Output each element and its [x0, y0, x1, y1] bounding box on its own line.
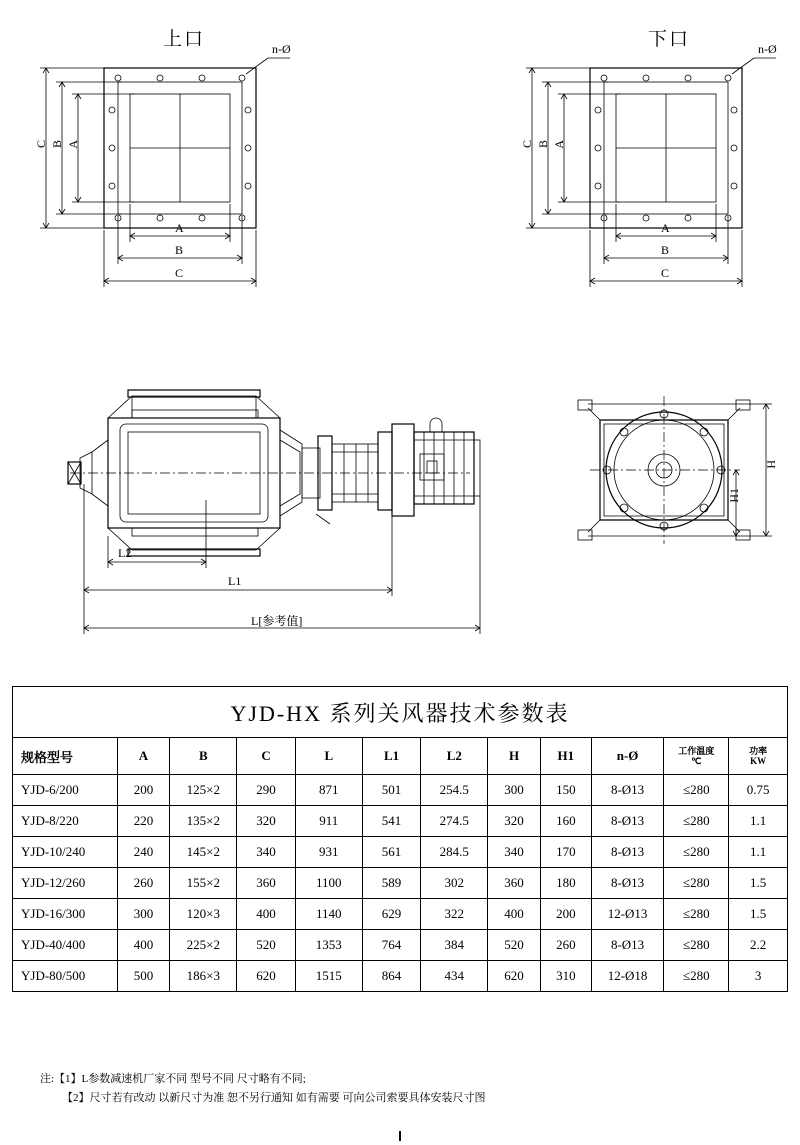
cell-h: 340: [488, 837, 541, 868]
end-elevation-view: [578, 396, 772, 544]
cell-a: 200: [117, 775, 170, 806]
cell-holes: 8-Ø13: [591, 868, 664, 899]
dim-label-a-left-top: A: [66, 140, 80, 149]
cell-l2: 434: [421, 961, 488, 992]
dim-label-l-ref: L[参考值]: [251, 614, 303, 628]
col-header-holes: n-Ø: [591, 738, 664, 775]
cell-b: 186×3: [170, 961, 237, 992]
dim-label-a-bottom-bottomview: A: [661, 221, 670, 235]
cell-l: 871: [295, 775, 362, 806]
cell-h1: 310: [540, 961, 591, 992]
cell-temperature: ≤280: [664, 806, 729, 837]
table-row: [13, 775, 788, 806]
col-header-temperature-bottom: ℃: [691, 756, 702, 766]
col-header-power-top: 功率: [749, 745, 768, 756]
col-header-model: 规格型号: [13, 738, 118, 775]
table-row: [13, 868, 788, 899]
cell-l: 1100: [295, 868, 362, 899]
cell-h: 300: [488, 775, 541, 806]
cell-l: 1353: [295, 930, 362, 961]
cell-c: 520: [237, 930, 296, 961]
cell-l2: 274.5: [421, 806, 488, 837]
cell-holes: 8-Ø13: [591, 837, 664, 868]
col-header-l1: L1: [362, 738, 421, 775]
cell-power: 1.1: [729, 806, 788, 837]
cell-l1: 589: [362, 868, 421, 899]
col-header-b: B: [170, 738, 237, 775]
dim-label-b-left-top: B: [50, 140, 64, 149]
cell-c: 400: [237, 899, 296, 930]
cell-h: 620: [488, 961, 541, 992]
cell-a: 400: [117, 930, 170, 961]
side-elevation-view: [68, 390, 480, 634]
spec-table-wrapper: [12, 686, 788, 992]
col-header-l: L: [295, 738, 362, 775]
flange-view-top: [40, 58, 290, 287]
cell-temperature: ≤280: [664, 899, 729, 930]
col-header-l2: L2: [421, 738, 488, 775]
cell-c: 340: [237, 837, 296, 868]
cell-b: 125×2: [170, 775, 237, 806]
cell-l1: 629: [362, 899, 421, 930]
spec-table-title: YJD-HX 系列关风器技术参数表: [13, 687, 788, 738]
dim-label-c-bottom-bottomview: C: [661, 266, 670, 280]
cell-power: 2.2: [729, 930, 788, 961]
dim-label-c-left-top: C: [34, 140, 48, 149]
dim-label-b-bottom-bottomview: B: [661, 243, 670, 257]
table-row: [13, 806, 788, 837]
note-line-2: 【2】尺寸若有改动 以新尺寸为准 恕不另行通知 如有需要 可向公司索要具体安装尺寸图: [62, 1091, 486, 1104]
cell-c: 320: [237, 806, 296, 837]
cell-h1: 150: [540, 775, 591, 806]
cell-temperature: ≤280: [664, 775, 729, 806]
dim-label-a-bottom-top: A: [175, 221, 184, 235]
cell-holes: 8-Ø13: [591, 806, 664, 837]
cell-b: 135×2: [170, 806, 237, 837]
table-row: [13, 930, 788, 961]
col-header-h: H: [488, 738, 541, 775]
spec-table: [12, 686, 788, 992]
note-line-1: 注:【1】L参数减速机厂家不同 型号不同 尺寸略有不同;: [40, 1073, 306, 1085]
hole-label-bottom: n-Ø: [758, 42, 777, 56]
table-row: [13, 961, 788, 992]
cell-a: 220: [117, 806, 170, 837]
cell-a: 300: [117, 899, 170, 930]
cell-holes: 8-Ø13: [591, 930, 664, 961]
cell-h: 400: [488, 899, 541, 930]
cell-temperature: ≤280: [664, 961, 729, 992]
cell-power: 0.75: [729, 775, 788, 806]
cell-l: 931: [295, 837, 362, 868]
view-title-bottom: 下口: [648, 29, 691, 50]
cell-model: YJD-8/220: [13, 806, 118, 837]
cell-b: 155×2: [170, 868, 237, 899]
dim-label-c-bottom-top: C: [175, 266, 184, 280]
dim-label-b-left-bottomview: B: [536, 140, 550, 149]
col-header-a: A: [117, 738, 170, 775]
table-row: [13, 837, 788, 868]
cell-b: 225×2: [170, 930, 237, 961]
col-header-h1: H1: [540, 738, 591, 775]
cell-a: 240: [117, 837, 170, 868]
cell-l1: 501: [362, 775, 421, 806]
cell-a: 500: [117, 961, 170, 992]
cell-b: 120×3: [170, 899, 237, 930]
hole-label-top: n-Ø: [272, 42, 291, 56]
cell-model: YJD-16/300: [13, 899, 118, 930]
cell-h: 520: [488, 930, 541, 961]
notes-block: [40, 1070, 486, 1107]
cell-h: 320: [488, 806, 541, 837]
page-center-mark: [399, 1131, 401, 1141]
col-header-power-bottom: KW: [750, 756, 767, 766]
dim-label-h: H: [764, 460, 778, 469]
flange-view-bottom: [526, 58, 776, 287]
cell-h: 360: [488, 868, 541, 899]
cell-l2: 384: [421, 930, 488, 961]
cell-h1: 170: [540, 837, 591, 868]
cell-temperature: ≤280: [664, 868, 729, 899]
table-row: [13, 899, 788, 930]
cell-l2: 284.5: [421, 837, 488, 868]
cell-a: 260: [117, 868, 170, 899]
col-header-c: C: [237, 738, 296, 775]
cell-holes: 8-Ø13: [591, 775, 664, 806]
cell-power: 1.5: [729, 868, 788, 899]
cell-l: 1140: [295, 899, 362, 930]
cell-b: 145×2: [170, 837, 237, 868]
cell-l1: 764: [362, 930, 421, 961]
cell-temperature: ≤280: [664, 930, 729, 961]
dim-label-l2: L2: [118, 546, 132, 560]
cell-holes: 12-Ø13: [591, 899, 664, 930]
dim-label-l1: L1: [228, 574, 242, 588]
cell-l: 1515: [295, 961, 362, 992]
cell-h1: 200: [540, 899, 591, 930]
cell-h1: 180: [540, 868, 591, 899]
dim-label-a-left-bottomview: A: [552, 140, 566, 149]
cell-c: 290: [237, 775, 296, 806]
cell-power: 3: [729, 961, 788, 992]
cell-l1: 864: [362, 961, 421, 992]
cell-model: YJD-40/400: [13, 930, 118, 961]
cell-power: 1.5: [729, 899, 788, 930]
dim-label-b-bottom-top: B: [175, 243, 184, 257]
cell-l1: 541: [362, 806, 421, 837]
spec-table-header-row: [13, 738, 788, 775]
cell-l: 911: [295, 806, 362, 837]
cell-model: YJD-80/500: [13, 961, 118, 992]
cell-l1: 561: [362, 837, 421, 868]
cell-l2: 322: [421, 899, 488, 930]
cell-model: YJD-12/260: [13, 868, 118, 899]
col-header-power: [729, 738, 788, 775]
cell-power: 1.1: [729, 837, 788, 868]
cell-temperature: ≤280: [664, 837, 729, 868]
cell-c: 620: [237, 961, 296, 992]
cell-h1: 260: [540, 930, 591, 961]
cell-model: YJD-6/200: [13, 775, 118, 806]
dim-label-h1: H1: [727, 488, 741, 503]
cell-l2: 302: [421, 868, 488, 899]
cell-holes: 12-Ø18: [591, 961, 664, 992]
view-title-top: 上口: [163, 29, 206, 50]
col-header-temperature: [664, 738, 729, 775]
cell-model: YJD-10/240: [13, 837, 118, 868]
col-header-temperature-top: 工作温度: [678, 745, 715, 756]
cell-l2: 254.5: [421, 775, 488, 806]
cell-h1: 160: [540, 806, 591, 837]
cell-c: 360: [237, 868, 296, 899]
dim-label-c-left-bottomview: C: [520, 140, 534, 149]
